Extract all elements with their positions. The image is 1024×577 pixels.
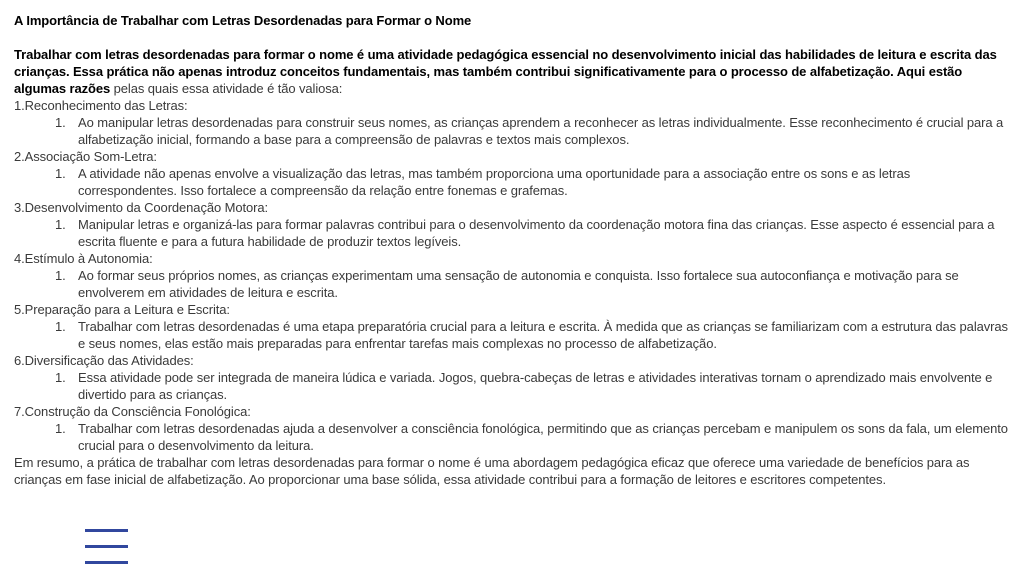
sub-item-number: 1. <box>55 268 66 283</box>
blue-bar <box>85 529 128 532</box>
sub-item-text: Trabalhar com letras desordenadas é uma etapa preparatória crucial para a leitura e escrita. À medida que as crianças se familiarizam com a estrutura das palavras e seus nomes, elas estão mais preparadas para enfrentar tarefas mais complexas no processo de alfabetização. <box>78 319 1008 351</box>
blue-bar <box>85 545 128 548</box>
numbered-section <box>14 301 1010 352</box>
intro-regular-text: pelas quais essa atividade é tão valiosa: <box>110 81 343 96</box>
sub-item-number: 1. <box>55 370 66 385</box>
sections-list <box>14 97 1010 454</box>
section-sub-item <box>14 216 1010 250</box>
section-heading: 3.Desenvolvimento da Coordenação Motora: <box>14 200 268 215</box>
document-page <box>14 12 1010 488</box>
numbered-section <box>14 199 1010 250</box>
section-heading: 6.Diversificação das Atividades: <box>14 353 194 368</box>
numbered-section <box>14 403 1010 454</box>
bottom-blue-bars <box>85 529 128 577</box>
sub-item-number: 1. <box>55 115 66 130</box>
numbered-section <box>14 250 1010 301</box>
sub-item-number: 1. <box>55 421 66 436</box>
section-heading: 1.Reconhecimento das Letras: <box>14 98 188 113</box>
section-sub-item <box>14 267 1010 301</box>
section-sub-item <box>14 420 1010 454</box>
numbered-section <box>14 97 1010 148</box>
numbered-section <box>14 148 1010 199</box>
section-sub-item <box>14 114 1010 148</box>
sub-item-text: Essa atividade pode ser integrada de maneira lúdica e variada. Jogos, quebra-cabeças de letras e atividades interativas tornam o aprendizado mais envolvente e divertido para as crianças. <box>78 370 993 402</box>
sub-item-number: 1. <box>55 217 66 232</box>
document-title: A Importância de Trabalhar com Letras Desordenadas para Formar o Nome <box>14 13 472 28</box>
section-heading: 4.Estímulo à Autonomia: <box>14 251 153 266</box>
sub-item-text: Ao manipular letras desordenadas para construir seus nomes, as crianças aprendem a reconhecer as letras individualmente. Esse reconhecimento é crucial para a alfabetização inicial, formando a base para a compreensão de palavras e textos mais complexos. <box>78 115 1004 147</box>
section-sub-item <box>14 369 1010 403</box>
sub-item-text: Manipular letras e organizá-las para formar palavras contribui para o desenvolvimento da coordenação motora fina das crianças. Esse aspecto é essencial para a escrita fluente e para a futura habilidade de produzir textos legíveis. <box>78 217 995 249</box>
blue-bar <box>85 561 128 564</box>
section-sub-item <box>14 318 1010 352</box>
sub-item-text: Trabalhar com letras desordenadas ajuda a desenvolver a consciência fonológica, permitindo que as crianças percebam e manipulem os sons da fala, um elemento crucial para o desenvolvimento da leitura. <box>78 421 1008 453</box>
section-heading: 7.Construção da Consciência Fonológica: <box>14 404 251 419</box>
sub-item-text: A atividade não apenas envolve a visualização das letras, mas também proporciona uma oportunidade para a associação entre os sons e as letras correspondentes. Isso fortalece a compreensão da relação entre fonemas e grafemas. <box>78 166 911 198</box>
section-heading: 2.Associação Som-Letra: <box>14 149 157 164</box>
sub-item-number: 1. <box>55 319 66 334</box>
intro-bold-text: Trabalhar com letras desordenadas para formar o nome é uma atividade pedagógica essencial no desenvolvimento inicial das habilidades de leitura e escrita das crianças. Essa prática não apenas introduz conceitos fundamentais, mas também contribui significativamente para o processo de alfabetização. Aqui estão algumas razões <box>14 47 997 96</box>
closing-paragraph: Em resumo, a prática de trabalhar com letras desordenadas para formar o nome é uma abordagem pedagógica eficaz que oferece uma variedade de benefícios para as crianças em fase inicial de alfabetização. Ao proporcionar uma base sólida, essa atividade contribui para a formação de leitores e escritores competentes. <box>14 455 970 487</box>
section-heading: 5.Preparação para a Leitura e Escrita: <box>14 302 230 317</box>
intro-paragraph <box>14 46 1010 97</box>
sub-item-number: 1. <box>55 166 66 181</box>
numbered-section <box>14 352 1010 403</box>
section-sub-item <box>14 165 1010 199</box>
sub-item-text: Ao formar seus próprios nomes, as crianças experimentam uma sensação de autonomia e conquista. Isso fortalece sua autoconfiança e motivação para se envolverem em atividades de leitura e escrita. <box>78 268 959 300</box>
